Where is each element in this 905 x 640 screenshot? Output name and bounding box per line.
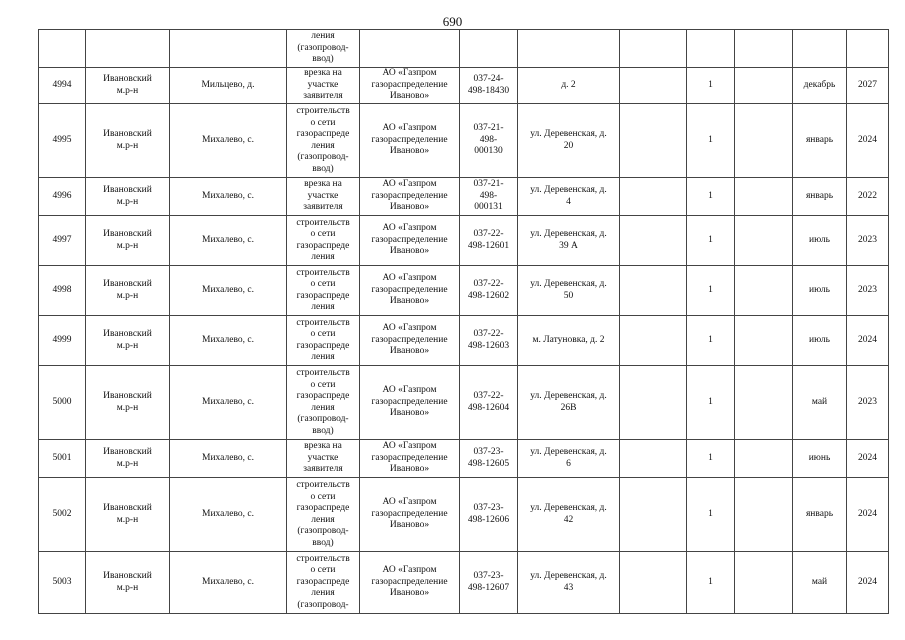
cell-work-type: врезка на участке заявителя — [287, 68, 360, 104]
table-row — [39, 366, 889, 440]
cell-work-type: строительств о сети газораспреде ления (газопровод- ввод) — [287, 104, 360, 178]
cell-application-code: 037-23- 498-12606 — [460, 478, 518, 552]
cell-district: Ивановский м.р-н — [86, 68, 170, 104]
cell-address: ул. Деревенская, д. 43 — [518, 552, 620, 614]
registry-body — [39, 30, 889, 614]
cell-locality: Михалево, с. — [170, 104, 287, 178]
cell-row-number — [39, 30, 86, 68]
cell-col-10 — [735, 266, 793, 316]
cell-row-number: 5000 — [39, 366, 86, 440]
cell-organization: АО «Газпром газораспределение Иваново» — [360, 68, 460, 104]
cell-count: 1 — [687, 178, 735, 216]
cell-col-8 — [620, 68, 687, 104]
cell-district: Ивановский м.р-н — [86, 178, 170, 216]
cell-month: май — [793, 552, 847, 614]
cell-organization: АО «Газпром газораспределение Иваново» — [360, 316, 460, 366]
cell-year: 2022 — [847, 178, 889, 216]
cell-district — [86, 30, 170, 68]
table-row — [39, 440, 889, 478]
cell-month: январь — [793, 478, 847, 552]
cell-col-8 — [620, 316, 687, 366]
cell-col-10 — [735, 68, 793, 104]
cell-locality: Михалево, с. — [170, 478, 287, 552]
cell-work-type: строительств о сети газораспреде ления — [287, 266, 360, 316]
cell-application-code: 037-24- 498-18430 — [460, 68, 518, 104]
cell-organization: АО «Газпром газораспределение Иваново» — [360, 266, 460, 316]
cell-year: 2023 — [847, 216, 889, 266]
cell-district: Ивановский м.р-н — [86, 552, 170, 614]
cell-locality: Михалево, с. — [170, 366, 287, 440]
table-row — [39, 178, 889, 216]
cell-col-8 — [620, 366, 687, 440]
cell-count: 1 — [687, 552, 735, 614]
cell-address: ул. Деревенская, д. 26В — [518, 366, 620, 440]
cell-col-8 — [620, 104, 687, 178]
cell-row-number: 4996 — [39, 178, 86, 216]
cell-address: ул. Деревенская, д. 4 — [518, 178, 620, 216]
cell-application-code: 037-23- 498-12607 — [460, 552, 518, 614]
cell-col-8 — [620, 266, 687, 316]
cell-col-10 — [735, 30, 793, 68]
cell-col-10 — [735, 478, 793, 552]
table-row — [39, 104, 889, 178]
cell-district: Ивановский м.р-н — [86, 216, 170, 266]
cell-address: ул. Деревенская, д. 20 — [518, 104, 620, 178]
cell-organization: АО «Газпром газораспределение Иваново» — [360, 552, 460, 614]
cell-month: июль — [793, 266, 847, 316]
cell-count: 1 — [687, 316, 735, 366]
cell-application-code: 037-21- 498- 000131 — [460, 178, 518, 216]
cell-row-number: 5003 — [39, 552, 86, 614]
cell-count: 1 — [687, 478, 735, 552]
cell-organization: АО «Газпром газораспределение Иваново» — [360, 178, 460, 216]
cell-organization: АО «Газпром газораспределение Иваново» — [360, 440, 460, 478]
cell-year: 2024 — [847, 552, 889, 614]
cell-locality: Михалево, с. — [170, 266, 287, 316]
cell-locality: Михалево, с. — [170, 316, 287, 366]
cell-col-10 — [735, 316, 793, 366]
cell-year: 2023 — [847, 266, 889, 316]
cell-work-type: строительств о сети газораспреде ления — [287, 216, 360, 266]
cell-organization — [360, 30, 460, 68]
cell-col-10 — [735, 552, 793, 614]
cell-address: д. 2 — [518, 68, 620, 104]
cell-row-number: 4997 — [39, 216, 86, 266]
cell-organization: АО «Газпром газораспределение Иваново» — [360, 216, 460, 266]
cell-col-8 — [620, 30, 687, 68]
cell-year: 2027 — [847, 68, 889, 104]
table-row — [39, 216, 889, 266]
cell-col-8 — [620, 440, 687, 478]
table-row — [39, 316, 889, 366]
cell-address: ул. Деревенская, д. 6 — [518, 440, 620, 478]
cell-locality: Михалево, с. — [170, 178, 287, 216]
cell-organization: АО «Газпром газораспределение Иваново» — [360, 366, 460, 440]
table-row — [39, 478, 889, 552]
cell-application-code: 037-22- 498-12604 — [460, 366, 518, 440]
cell-col-8 — [620, 478, 687, 552]
cell-application-code: 037-22- 498-12602 — [460, 266, 518, 316]
cell-work-type: ления (газопровод- ввод) — [287, 30, 360, 68]
cell-row-number: 4998 — [39, 266, 86, 316]
cell-district: Ивановский м.р-н — [86, 104, 170, 178]
cell-district: Ивановский м.р-н — [86, 366, 170, 440]
cell-locality: Михалево, с. — [170, 552, 287, 614]
cell-row-number: 4999 — [39, 316, 86, 366]
cell-work-type: строительств о сети газораспреде ления — [287, 316, 360, 366]
cell-row-number: 4995 — [39, 104, 86, 178]
cell-year: 2024 — [847, 104, 889, 178]
table-row — [39, 266, 889, 316]
cell-count: 1 — [687, 440, 735, 478]
registry-table — [38, 29, 889, 614]
cell-col-8 — [620, 216, 687, 266]
cell-month: июнь — [793, 440, 847, 478]
cell-district: Ивановский м.р-н — [86, 266, 170, 316]
cell-address: м. Латуновка, д. 2 — [518, 316, 620, 366]
cell-locality — [170, 30, 287, 68]
cell-count: 1 — [687, 68, 735, 104]
cell-count: 1 — [687, 266, 735, 316]
cell-district: Ивановский м.р-н — [86, 316, 170, 366]
cell-month: январь — [793, 104, 847, 178]
cell-locality: Мильцево, д. — [170, 68, 287, 104]
cell-year — [847, 30, 889, 68]
cell-organization: АО «Газпром газораспределение Иваново» — [360, 104, 460, 178]
cell-row-number: 4994 — [39, 68, 86, 104]
cell-application-code: 037-22- 498-12601 — [460, 216, 518, 266]
cell-application-code — [460, 30, 518, 68]
cell-row-number: 5001 — [39, 440, 86, 478]
cell-col-8 — [620, 178, 687, 216]
cell-district: Ивановский м.р-н — [86, 440, 170, 478]
cell-month: июль — [793, 216, 847, 266]
table-row — [39, 552, 889, 614]
cell-locality: Михалево, с. — [170, 440, 287, 478]
cell-year: 2024 — [847, 478, 889, 552]
cell-locality: Михалево, с. — [170, 216, 287, 266]
cell-col-8 — [620, 552, 687, 614]
cell-address: ул. Деревенская, д. 39 А — [518, 216, 620, 266]
cell-count: 1 — [687, 216, 735, 266]
cell-work-type: врезка на участке заявителя — [287, 178, 360, 216]
table-row — [39, 30, 889, 68]
cell-col-10 — [735, 440, 793, 478]
cell-address: ул. Деревенская, д. 42 — [518, 478, 620, 552]
cell-work-type: строительств о сети газораспреде ления (газопровод- — [287, 552, 360, 614]
cell-row-number: 5002 — [39, 478, 86, 552]
cell-month: январь — [793, 178, 847, 216]
cell-col-10 — [735, 366, 793, 440]
cell-month: июль — [793, 316, 847, 366]
page-number: 690 — [442, 14, 463, 29]
cell-count — [687, 30, 735, 68]
cell-application-code: 037-22- 498-12603 — [460, 316, 518, 366]
cell-district: Ивановский м.р-н — [86, 478, 170, 552]
table-row — [39, 68, 889, 104]
cell-work-type: строительств о сети газораспреде ления (газопровод- ввод) — [287, 478, 360, 552]
cell-col-10 — [735, 104, 793, 178]
cell-month: декабрь — [793, 68, 847, 104]
cell-organization: АО «Газпром газораспределение Иваново» — [360, 478, 460, 552]
cell-month — [793, 30, 847, 68]
cell-col-10 — [735, 216, 793, 266]
cell-application-code: 037-21- 498- 000130 — [460, 104, 518, 178]
cell-year: 2023 — [847, 366, 889, 440]
cell-count: 1 — [687, 366, 735, 440]
cell-work-type: врезка на участке заявителя — [287, 440, 360, 478]
cell-address: ул. Деревенская, д. 50 — [518, 266, 620, 316]
cell-month: май — [793, 366, 847, 440]
cell-year: 2024 — [847, 316, 889, 366]
cell-year: 2024 — [847, 440, 889, 478]
cell-application-code: 037-23- 498-12605 — [460, 440, 518, 478]
cell-col-10 — [735, 178, 793, 216]
cell-work-type: строительств о сети газораспреде ления (газопровод- ввод) — [287, 366, 360, 440]
cell-address — [518, 30, 620, 68]
cell-count: 1 — [687, 104, 735, 178]
